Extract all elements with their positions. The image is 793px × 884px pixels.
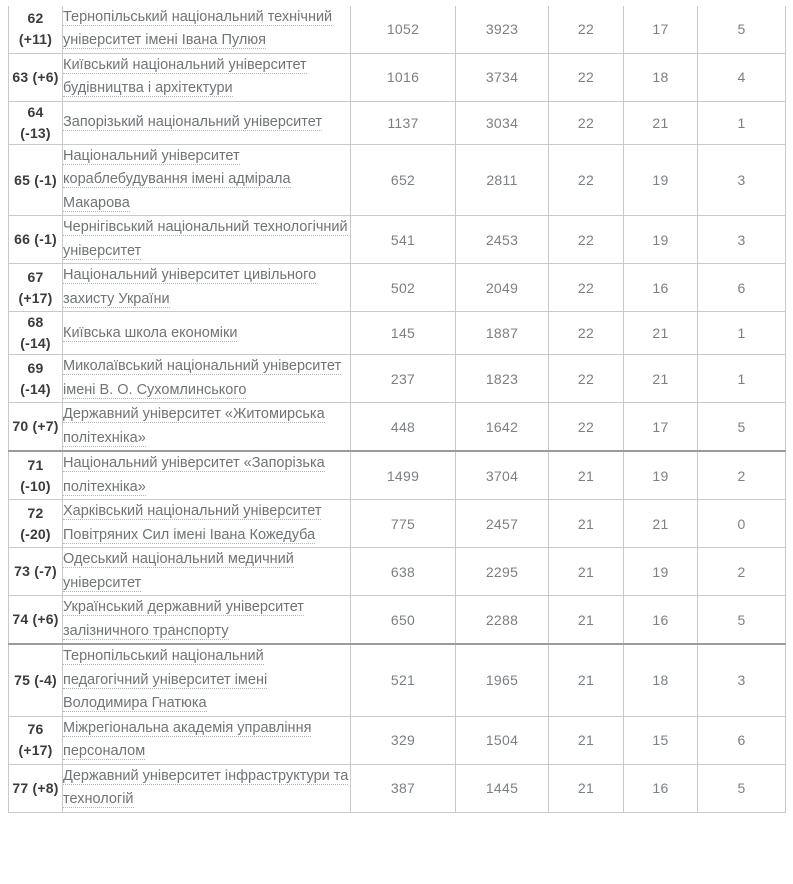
metric-cell-3: 22 bbox=[549, 53, 624, 101]
rank-delta: (-13) bbox=[20, 124, 51, 141]
metric-cell-3: 21 bbox=[549, 500, 624, 548]
metric-cell-5: 3 bbox=[698, 216, 786, 264]
university-name-link[interactable]: Національний університет кораблебудування імені адмірала Макарова bbox=[63, 147, 291, 211]
metric-cell-2: 1504 bbox=[456, 716, 549, 764]
university-name-link[interactable]: Київська школа економіки bbox=[63, 324, 238, 341]
table-row bbox=[9, 500, 786, 548]
university-name-link[interactable]: Запорізький національний університет bbox=[63, 114, 322, 131]
table-row bbox=[9, 312, 786, 355]
metric-cell-4: 19 bbox=[624, 548, 698, 596]
metric-cell-3: 22 bbox=[549, 144, 624, 215]
rank-cell bbox=[9, 451, 63, 499]
rank-cell bbox=[9, 644, 63, 716]
metric-cell-1: 541 bbox=[351, 216, 456, 264]
university-name-cell bbox=[63, 548, 351, 596]
university-name-link[interactable]: Міжрегіональна академія управління персоналом bbox=[63, 719, 312, 760]
university-name-cell bbox=[63, 355, 351, 403]
metric-cell-3: 22 bbox=[549, 355, 624, 403]
university-name-cell bbox=[63, 6, 351, 53]
metric-cell-1: 775 bbox=[351, 500, 456, 548]
metric-cell-3: 22 bbox=[549, 6, 624, 53]
table-row bbox=[9, 355, 786, 403]
table-row bbox=[9, 596, 786, 644]
university-name-cell bbox=[63, 403, 351, 451]
metric-cell-4: 21 bbox=[624, 500, 698, 548]
table-row bbox=[9, 216, 786, 264]
rank-delta: (+17) bbox=[18, 742, 53, 759]
rank-position: 71 bbox=[27, 456, 44, 473]
metric-cell-2: 2049 bbox=[456, 264, 549, 312]
metric-cell-5: 3 bbox=[698, 644, 786, 716]
metric-cell-2: 1445 bbox=[456, 764, 549, 812]
rank-position: 69 bbox=[27, 359, 44, 376]
rank-delta: (-14) bbox=[20, 380, 51, 397]
metric-cell-5: 6 bbox=[698, 264, 786, 312]
university-name-link[interactable]: Київський національний університет будівництва і архітектури bbox=[63, 56, 307, 97]
metric-cell-4: 18 bbox=[624, 53, 698, 101]
table-row bbox=[9, 403, 786, 451]
university-name-cell bbox=[63, 644, 351, 716]
university-name-link[interactable]: Тернопільський національний педагогічний університет імені Володимира Гнатюка bbox=[63, 648, 268, 712]
university-name-link[interactable]: Миколаївський національний університет імені В. О. Сухомлинського bbox=[63, 358, 342, 398]
metric-cell-4: 16 bbox=[624, 596, 698, 644]
university-name-cell bbox=[63, 312, 351, 355]
rank-position: 77 (+8) bbox=[12, 779, 59, 796]
rank-position: 66 (-1) bbox=[14, 231, 57, 248]
university-name-cell bbox=[63, 216, 351, 264]
metric-cell-5: 0 bbox=[698, 500, 786, 548]
rank-cell bbox=[9, 596, 63, 644]
metric-cell-2: 1965 bbox=[456, 644, 549, 716]
university-name-link[interactable]: Національний університет цивільного захисту України bbox=[63, 267, 317, 307]
metric-cell-2: 2457 bbox=[456, 500, 549, 548]
table-row bbox=[9, 6, 786, 53]
metric-cell-4: 18 bbox=[624, 644, 698, 716]
university-name-cell bbox=[63, 596, 351, 644]
metric-cell-1: 650 bbox=[351, 596, 456, 644]
rank-cell bbox=[9, 500, 63, 548]
rank-cell bbox=[9, 312, 63, 355]
metric-cell-3: 21 bbox=[549, 548, 624, 596]
metric-cell-5: 5 bbox=[698, 596, 786, 644]
metric-cell-2: 3923 bbox=[456, 6, 549, 53]
metric-cell-2: 2288 bbox=[456, 596, 549, 644]
table-row bbox=[9, 548, 786, 596]
table-row bbox=[9, 53, 786, 101]
table-body bbox=[9, 6, 786, 812]
metric-cell-5: 5 bbox=[698, 764, 786, 812]
metric-cell-4: 16 bbox=[624, 264, 698, 312]
metric-cell-2: 1642 bbox=[456, 403, 549, 451]
metric-cell-1: 1499 bbox=[351, 451, 456, 499]
metric-cell-1: 448 bbox=[351, 403, 456, 451]
metric-cell-3: 22 bbox=[549, 403, 624, 451]
rank-cell bbox=[9, 216, 63, 264]
rank-position: 64 bbox=[27, 103, 44, 120]
rank-position: 68 bbox=[27, 314, 44, 331]
metric-cell-1: 638 bbox=[351, 548, 456, 596]
university-name-cell bbox=[63, 144, 351, 215]
rank-delta: (+17) bbox=[18, 289, 53, 306]
university-name-cell bbox=[63, 451, 351, 499]
metric-cell-4: 16 bbox=[624, 764, 698, 812]
metric-cell-4: 15 bbox=[624, 716, 698, 764]
university-name-link[interactable]: Тернопільський національний технічний університет імені Івана Пулюя bbox=[63, 9, 333, 49]
metric-cell-3: 22 bbox=[549, 216, 624, 264]
rank-cell bbox=[9, 53, 63, 101]
rank-cell bbox=[9, 144, 63, 215]
metric-cell-1: 237 bbox=[351, 355, 456, 403]
metric-cell-3: 22 bbox=[549, 312, 624, 355]
table-row bbox=[9, 451, 786, 499]
rank-position: 65 (-1) bbox=[14, 171, 57, 188]
rank-position: 72 bbox=[27, 504, 44, 521]
metric-cell-1: 521 bbox=[351, 644, 456, 716]
rank-position: 74 (+6) bbox=[12, 611, 59, 628]
metric-cell-3: 21 bbox=[549, 451, 624, 499]
metric-cell-2: 3734 bbox=[456, 53, 549, 101]
metric-cell-5: 1 bbox=[698, 355, 786, 403]
rank-position: 73 (-7) bbox=[14, 563, 57, 580]
metric-cell-2: 1887 bbox=[456, 312, 549, 355]
university-name-link[interactable]: Чернігівський національний технологічний університет bbox=[63, 219, 348, 259]
rank-position: 67 bbox=[27, 268, 44, 285]
university-name-link[interactable]: Державний університет інфраструктури та технологій bbox=[63, 767, 349, 808]
rank-delta: (-20) bbox=[20, 525, 51, 542]
rank-position: 76 bbox=[27, 721, 44, 738]
metric-cell-3: 21 bbox=[549, 644, 624, 716]
metric-cell-5: 3 bbox=[698, 144, 786, 215]
metric-cell-5: 1 bbox=[698, 312, 786, 355]
table-row bbox=[9, 144, 786, 215]
metric-cell-1: 329 bbox=[351, 716, 456, 764]
rank-delta: (-14) bbox=[20, 335, 51, 352]
metric-cell-2: 3704 bbox=[456, 451, 549, 499]
metric-cell-4: 21 bbox=[624, 355, 698, 403]
metric-cell-3: 21 bbox=[549, 764, 624, 812]
university-name-cell bbox=[63, 716, 351, 764]
metric-cell-4: 17 bbox=[624, 403, 698, 451]
metric-cell-1: 1016 bbox=[351, 53, 456, 101]
rank-cell bbox=[9, 716, 63, 764]
table-row bbox=[9, 264, 786, 312]
rank-cell bbox=[9, 548, 63, 596]
metric-cell-5: 6 bbox=[698, 716, 786, 764]
university-name-cell bbox=[63, 500, 351, 548]
rank-position: 62 bbox=[27, 10, 44, 27]
rank-delta: (+11) bbox=[18, 31, 53, 48]
metric-cell-3: 22 bbox=[549, 264, 624, 312]
table-row bbox=[9, 764, 786, 812]
metric-cell-2: 2453 bbox=[456, 216, 549, 264]
table-row bbox=[9, 716, 786, 764]
university-name-link[interactable]: Одеський національний медичний університет bbox=[63, 551, 294, 591]
university-name-cell bbox=[63, 764, 351, 812]
metric-cell-5: 5 bbox=[698, 403, 786, 451]
metric-cell-3: 21 bbox=[549, 596, 624, 644]
university-name-link[interactable]: Державний університет «Житомирська політехніка» bbox=[63, 406, 325, 446]
rank-position: 70 (+7) bbox=[12, 418, 59, 435]
rank-cell bbox=[9, 6, 63, 53]
metric-cell-4: 19 bbox=[624, 144, 698, 215]
university-name-cell bbox=[63, 264, 351, 312]
metric-cell-1: 1052 bbox=[351, 6, 456, 53]
rank-cell bbox=[9, 355, 63, 403]
metric-cell-3: 22 bbox=[549, 101, 624, 144]
metric-cell-4: 17 bbox=[624, 6, 698, 53]
university-name-link[interactable]: Харківський національний університет Повітряних Сил імені Івана Кожедуба bbox=[63, 503, 322, 543]
rank-cell bbox=[9, 403, 63, 451]
metric-cell-2: 2295 bbox=[456, 548, 549, 596]
rank-position: 75 (-4) bbox=[14, 671, 57, 688]
rank-cell bbox=[9, 101, 63, 144]
metric-cell-1: 145 bbox=[351, 312, 456, 355]
metric-cell-5: 5 bbox=[698, 6, 786, 53]
rank-delta: (-10) bbox=[20, 477, 51, 494]
table-row bbox=[9, 644, 786, 716]
metric-cell-4: 21 bbox=[624, 312, 698, 355]
rank-cell bbox=[9, 264, 63, 312]
table-row bbox=[9, 101, 786, 144]
university-name-cell bbox=[63, 101, 351, 144]
metric-cell-1: 387 bbox=[351, 764, 456, 812]
university-name-link[interactable]: Український державний університет залізничного транспорту bbox=[63, 599, 304, 639]
metric-cell-3: 21 bbox=[549, 716, 624, 764]
metric-cell-5: 1 bbox=[698, 101, 786, 144]
metric-cell-4: 19 bbox=[624, 451, 698, 499]
metric-cell-5: 2 bbox=[698, 451, 786, 499]
metric-cell-1: 652 bbox=[351, 144, 456, 215]
metric-cell-2: 1823 bbox=[456, 355, 549, 403]
metric-cell-4: 21 bbox=[624, 101, 698, 144]
rank-cell bbox=[9, 764, 63, 812]
metric-cell-5: 2 bbox=[698, 548, 786, 596]
university-name-link[interactable]: Національний університет «Запорізька політехніка» bbox=[63, 455, 325, 495]
metric-cell-1: 502 bbox=[351, 264, 456, 312]
university-ranking-table bbox=[8, 6, 786, 813]
rank-position: 63 (+6) bbox=[12, 68, 59, 85]
metric-cell-2: 3034 bbox=[456, 101, 549, 144]
university-name-cell bbox=[63, 53, 351, 101]
metric-cell-4: 19 bbox=[624, 216, 698, 264]
metric-cell-5: 4 bbox=[698, 53, 786, 101]
metric-cell-1: 1137 bbox=[351, 101, 456, 144]
metric-cell-2: 2811 bbox=[456, 144, 549, 215]
